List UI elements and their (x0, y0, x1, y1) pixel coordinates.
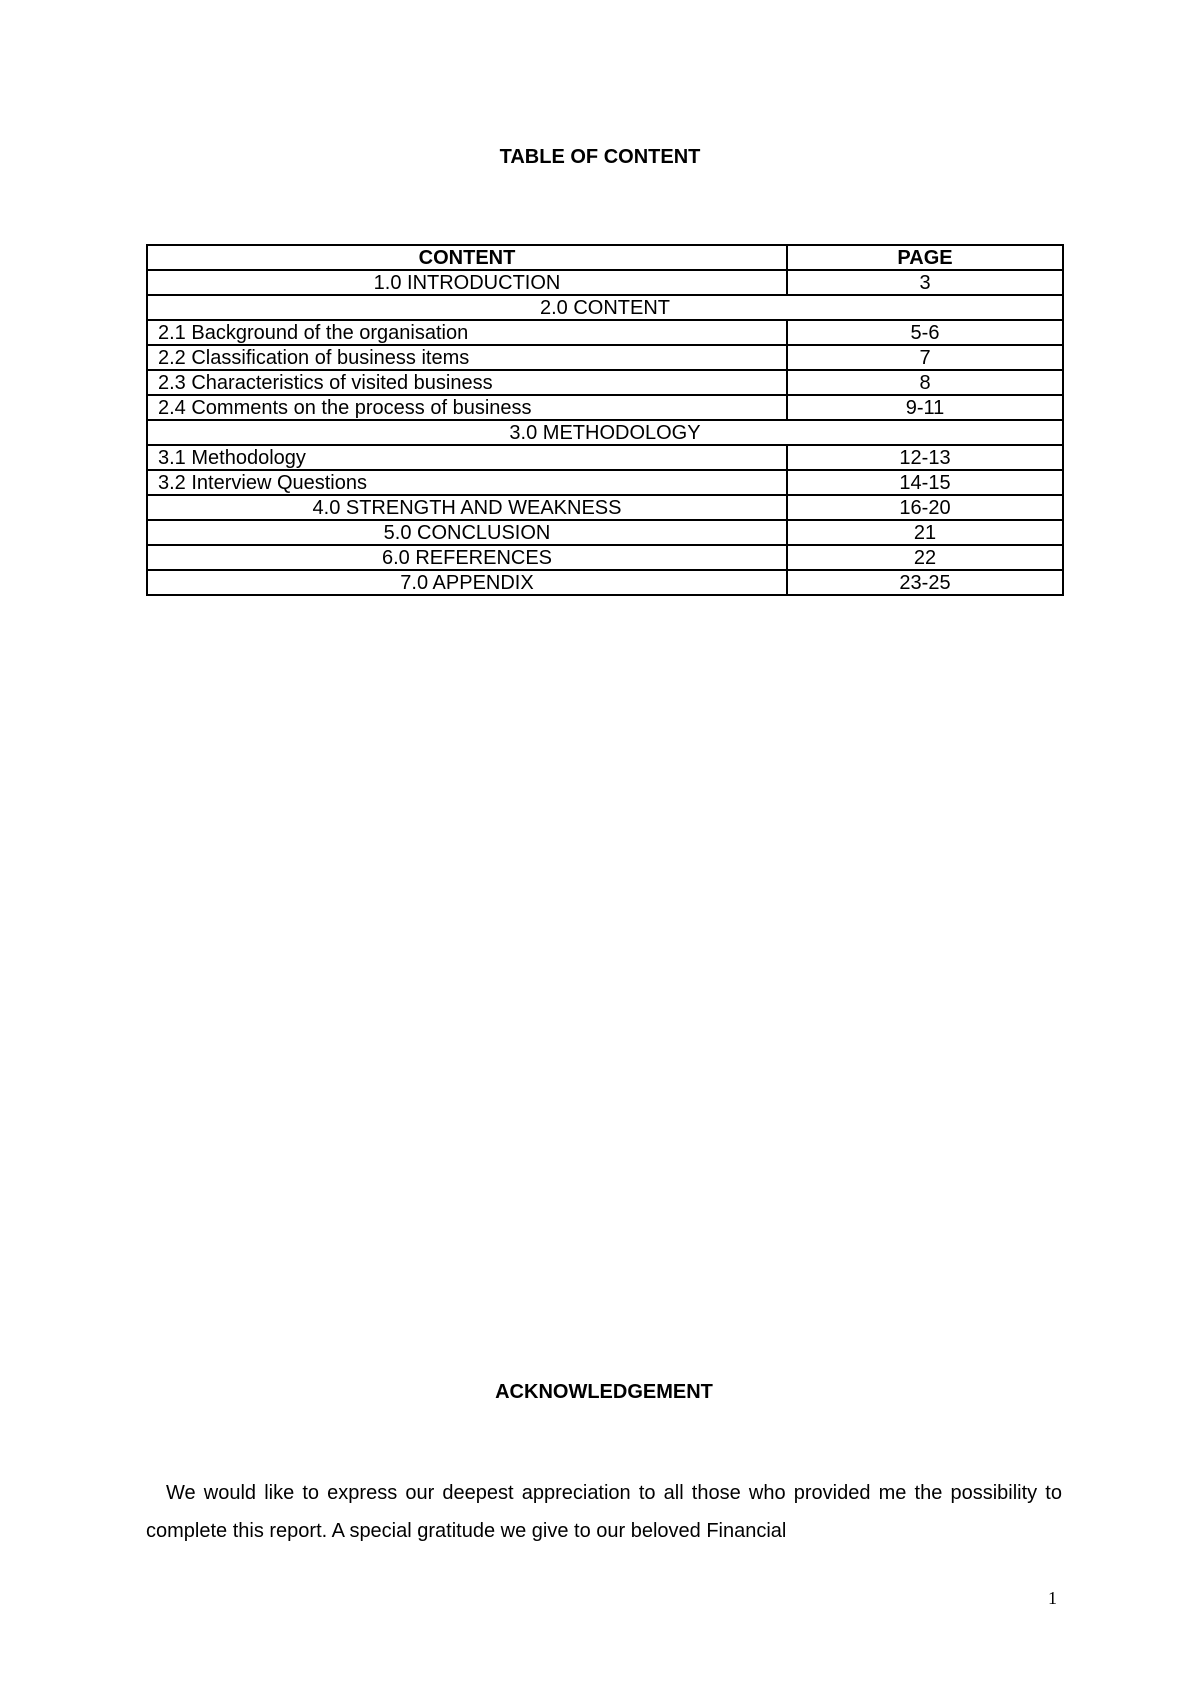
toc-row (147, 370, 1063, 395)
toc-row-page: 7 (787, 345, 1063, 370)
toc-section-label: 2.0 CONTENT (147, 295, 1063, 320)
toc-row-page: 16-20 (787, 495, 1063, 520)
toc-row (147, 320, 1063, 345)
page-number: 1 (1048, 1588, 1057, 1608)
toc-row (147, 495, 1063, 520)
acknowledgement-body: We would like to express our deepest appreciation to all those who provided me the possibility to complete this report. A special gratitude we give to our beloved Financial (146, 1482, 1062, 1542)
toc-row-content: 2.2 Classification of business items (147, 345, 787, 370)
toc-row (147, 545, 1063, 570)
toc-row-content: 7.0 APPENDIX (147, 570, 787, 595)
toc-row-content: 3.2 Interview Questions (147, 470, 787, 495)
toc-row-page: 14-15 (787, 470, 1063, 495)
toc-row-content: 1.0 INTRODUCTION (147, 270, 787, 295)
toc-section-row (147, 295, 1063, 320)
toc-row-page: 3 (787, 270, 1063, 295)
toc-row-content: 2.3 Characteristics of visited business (147, 370, 787, 395)
toc-title: TABLE OF CONTENT (499, 146, 701, 168)
toc-row-content: 2.4 Comments on the process of business (147, 395, 787, 420)
toc-row (147, 470, 1063, 495)
toc-row-page: 12-13 (787, 445, 1063, 470)
toc-row-content: 6.0 REFERENCES (147, 545, 787, 570)
toc-header-page: PAGE (787, 245, 1063, 270)
toc-row (147, 520, 1063, 545)
toc-section-label: 3.0 METHODOLOGY (147, 420, 1063, 445)
toc-row-page: 9-11 (787, 395, 1063, 420)
toc-section-row (147, 420, 1063, 445)
toc-row-page: 23-25 (787, 570, 1063, 595)
toc-row-content: 5.0 CONCLUSION (147, 520, 787, 545)
acknowledgement-title: ACKNOWLEDGEMENT (495, 1381, 713, 1403)
toc-row-page: 5-6 (787, 320, 1063, 345)
toc-row-content: 4.0 STRENGTH AND WEAKNESS (147, 495, 787, 520)
toc-row-page: 21 (787, 520, 1063, 545)
toc-table (146, 244, 1064, 596)
toc-row (147, 570, 1063, 595)
toc-row (147, 345, 1063, 370)
toc-row-page: 22 (787, 545, 1063, 570)
toc-header-row (147, 245, 1063, 270)
toc-row-content: 2.1 Background of the organisation (147, 320, 787, 345)
toc-header-content: CONTENT (147, 245, 787, 270)
toc-row (147, 270, 1063, 295)
toc-row (147, 445, 1063, 470)
toc-row-page: 8 (787, 370, 1063, 395)
toc-row-content: 3.1 Methodology (147, 445, 787, 470)
toc-row (147, 395, 1063, 420)
